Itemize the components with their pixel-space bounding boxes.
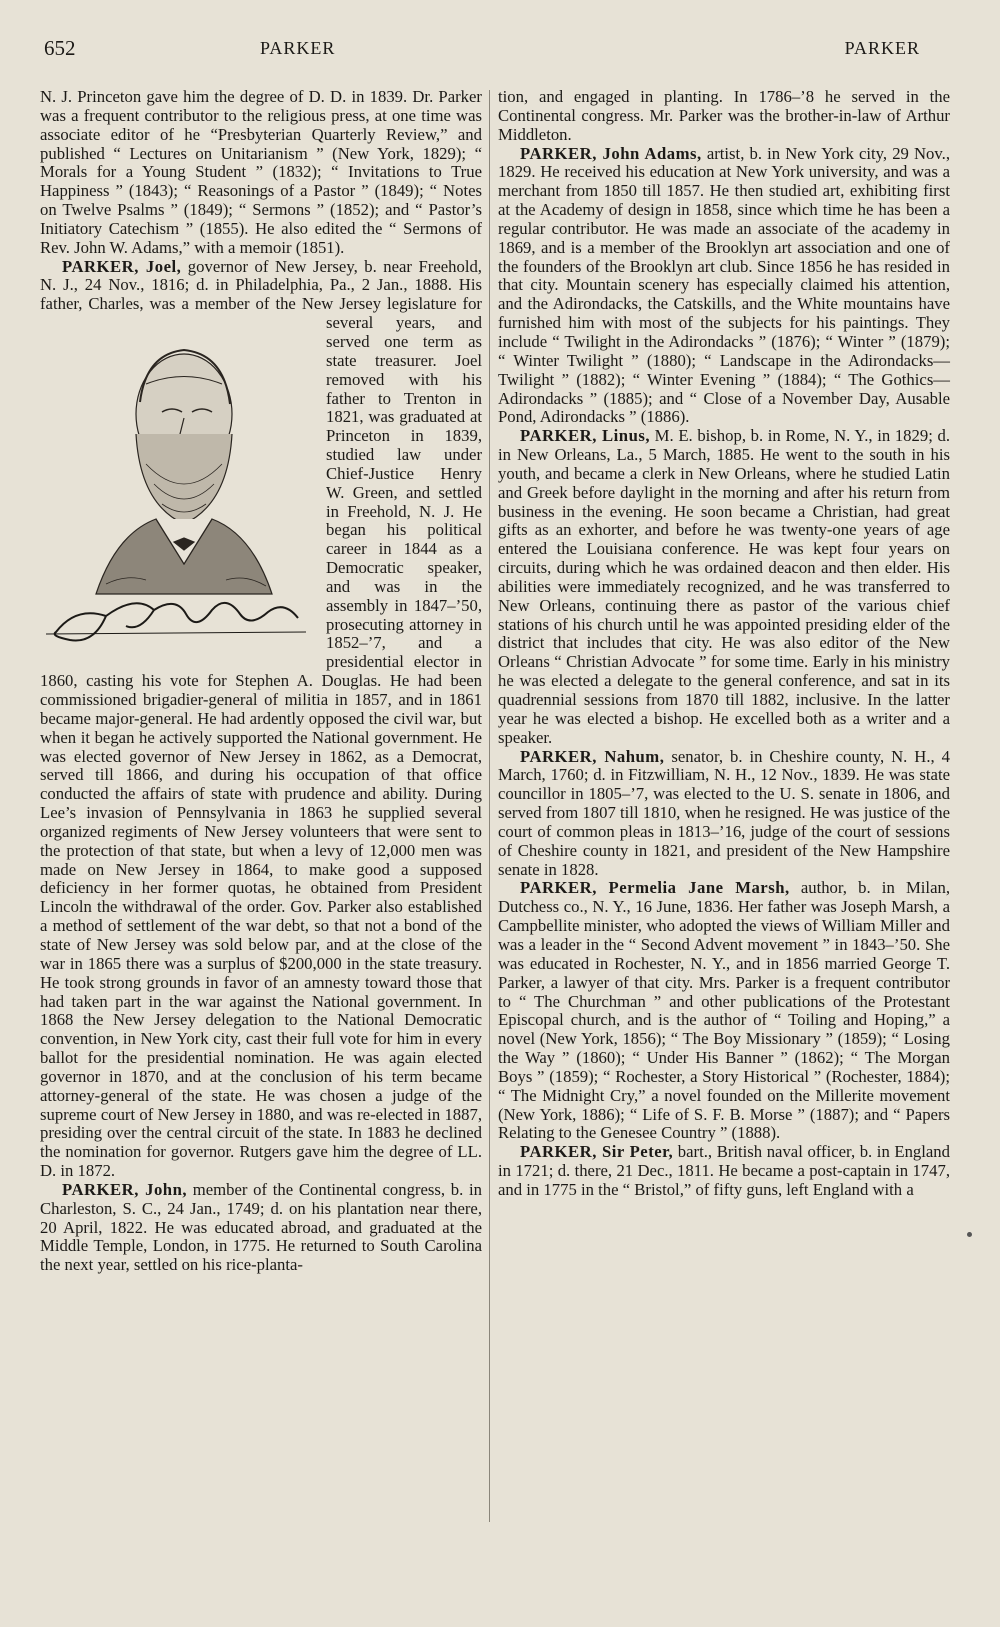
entry-headword: PARKER, Nahum, [520, 746, 665, 766]
entry-headword: PARKER, Joel, [62, 256, 182, 276]
entry-headword: PARKER, Permelia Jane Marsh, [520, 878, 790, 898]
column-rule [489, 90, 490, 1522]
entry-peter-parker [498, 1143, 950, 1200]
entry-headword: PARKER, Sir Peter, [520, 1142, 674, 1162]
entry-headword: PARKER, John, [62, 1179, 188, 1199]
entry-body-start: governor of New Jersey, b. near Freehold, N. J., 24 Nov., 1816; d. in Philadelphia, Pa., 2 Jan., 1888. His father, Charles, was a member of the New Jersey legislature for [40, 256, 482, 314]
entry-body: artist, b. in New York city, 29 Nov., 1829. He received his education at New York university, and was a merchant from 1850 till 1857. He then studied art, exhibiting first at the Academy of design in 1858, since which time he has been a regular contributor. He was made an associate of the academy in 1869, and is a member of the Brooklyn art association and one of the founders of the Brooklyn art club. Since 1856 he has resided in that city. Mountain scenery has especially claimed his attention, and the Adirondacks, the Catskills, and the White mountains have furnished him with most of the subjects for his paintings. They include “ Twilight in the Adirondacks ” (1876); “ Winter ” (1879); “ Winter Twilight ” (1880); “ Landscape in the Adirondacks—Twilight ” (1882); “ Winter Evening ” (1884); “ The Gothics—Adirondacks ” (1885); and “ Close of a November Day, Ausable Pond, Adirondacks ” (1886). [498, 143, 950, 427]
entry-body: member of the Continental congress, b. in Charleston, S. C., 24 Jan., 1749; d. on his plantation near there, 20 April, 1822. He was educated abroad, and graduated at the Middle Temple, London, in 1775. He returned to South Carolina the next year, settled on his rice-planta- [40, 1179, 483, 1275]
entry-john-parker [40, 1181, 482, 1275]
entry-body: bart., British naval officer, b. in England in 1721; d. there, 21 Dec., 1811. He became a post-captain in 1747, and in 1775 in the “ Bristol,” of fifty guns, left England with a [498, 1142, 950, 1199]
running-head-right: PARKER [844, 38, 920, 58]
right-column [498, 88, 950, 1200]
entry-headword: PARKER, Linus, [520, 426, 651, 446]
running-head [40, 36, 960, 66]
running-head-left: PARKER [260, 38, 336, 58]
entry-nahum-parker [498, 748, 950, 880]
margin-speck [967, 1232, 972, 1237]
page-number: 652 [44, 36, 76, 60]
entry-linus-parker [498, 427, 950, 747]
entry-joel-parker [40, 258, 482, 1181]
portrait-engraving [36, 314, 320, 664]
entry-body: senator, b. in Cheshire county, N. H., 4 March, 1760; d. in Fitzwilliam, N. H., 12 Nov., 1839. He was state councillor in 1805–’7, was elected to the U. S. senate in 1806, and served from 1807 till 1810, when he resigned. He was justice of the court of common pleas in 1813–’16, judge of the court of sessions of Cheshire county in 1821, and president of the New Hampshire senate in 1828. [498, 746, 950, 879]
entry-john-adams-parker [498, 145, 950, 428]
entry-text [40, 257, 482, 1181]
signature [46, 603, 306, 641]
entry-permelia-parker [498, 879, 950, 1143]
entry-continuation-paragraph: N. J. Princeton gave him the degree of D. D. in 1839. Dr. Parker was a frequent contributor to the religious press, at one time was associate editor of he “Presbyterian Quarterly Review,” and published “ Lectures on Unitarianism ” (New York, 1829); “ Morals for a Young Student ” (1832); “ Invitations to True Happiness ” (1843); “ Reasonings of a Pastor ” (1849); “ Notes on Twelve Psalms ” (1849); “ Sermons ” (1852); and “ Pastor’s Initiatory Catechism ” (1855). He also edited the “ Sermons of Rev. John W. Adams,” with a memoir (1851). [40, 87, 482, 257]
entry-body: M. E. bishop, b. in Rome, N. Y., in 1829; d. in New Orleans, La., 5 March, 1885. He went to the south in his youth, and became a clerk in New Orleans, where he studied Latin and Greek before daylight in the morning and after his return from business in the evening. He soon became a Christian, had great gifts as an exhorter, and before he was twenty-one years of age entered the Louisiana conference. He was kept four years on circuits, during which he was ordained deacon and then elder. His abilities were immediately recognized, and he was transferred to New Orleans, continuing there as pastor of the various chief stations of his church until he was appointed presiding elder of the district that includes that city. He was also editor of the New Orleans “ Christian Advocate ” for some time. Early in his ministry he was elected a delegate to the general conference, and sat in its quadrennial sessions from 1870 till 1882, inclusive. In the latter year he was elected a bishop. He excelled both as a writer and a speaker. [498, 426, 950, 747]
entry-body-continued: several years, and served one term as state treasurer. Joel removed with his father to Trenton in 1821, was graduated at Princeton in 1839, studied law under Chief-Justice Henry W. Green, and settled in Freehold, N. J. He began his political career in 1844 as a Democratic speaker, and was in the assembly in 1847–’50, prosecuting attorney in 1852–’7, and a presidential elector in 1860, casting his vote for Stephen A. Douglas. He had been commissioned brigadier-general of militia in 1857, and in 1861 became major-general. He had ardently opposed the civil war, but when it began he actively supported the National government. He was elected governor of New Jersey in 1862, as a Democrat, served till 1866, and during his occupation of that office conducted the affairs of state with prudence and ability. During Lee’s invasion of Pennsylvania in 1863 he supplied several organized regiments of New Jersey volunteers that were sent to the protection of that state, but when a levy of 12,000 men was made on New Jersey in 1864, to make good a supposed deficiency in her former quotas, he obtained from President Lincoln the withdrawal of the order. Gov. Parker also established a method of settlement of the war debt, so that not a bond of the state of New Jersey was sold below par, and at the close of the war in 1865 there was a surplus of $200,000 in the state treasury. He took strong grounds in favor of an amnesty toward those that had taken part in the war against the National government. In 1868 the New Jersey delegation to the National Democratic convention, in New York city, cast their full vote for him in every ballot for the presidential nomination. He was again elected governor in 1870, and at the conclusion of his term became attorney-general of the state. He was chosen a judge of the supreme court of New Jersey in 1880, and was re-elected in 1887, presiding over the central circuit of the state. In 1883 he declined the nomination for governor. Rutgers gave him the degree of LL. D. in 1872. [40, 313, 482, 1181]
entry-headword: PARKER, John Adams, [520, 143, 702, 163]
entry-body: author, b. in Milan, Dutchess co., N. Y., 16 June, 1836. Her father was Joseph Marsh, a Campbellite minister, who adopted the views of William Miller and was a leader in the “ Second Advent movement ” in 1843–’50. She was educated in Rochester, N. Y., and in 1856 married George T. Parker, a lawyer of that city. Mrs. Parker is a frequent contributor to “ The Churchman ” and other publications of the Protestant Episcopal church, and is the author of “ Toiling and Hoping,” a novel (New York, 1856); “ The Boy Missionary ” (1859); “ Losing the Way ” (1860); “ Under His Banner ” (1862); “ The Morgan Boys ” (1859); “ Rochester, a Story Historical ” (Rochester, 1884); “ The Midnight Cry,” a novel founded on the Millerite movement (New York, 1886); “ Life of S. F. B. Morse ” (1887); and “ Papers Relating to the Genesee Country ” (1888). [498, 878, 950, 1143]
entry-continuation-paragraph: tion, and engaged in planting. In 1786–’8 he served in the Continental congress. Mr. Parker was the brother-in-law of Arthur Middleton. [498, 87, 950, 144]
left-column [40, 88, 482, 1275]
